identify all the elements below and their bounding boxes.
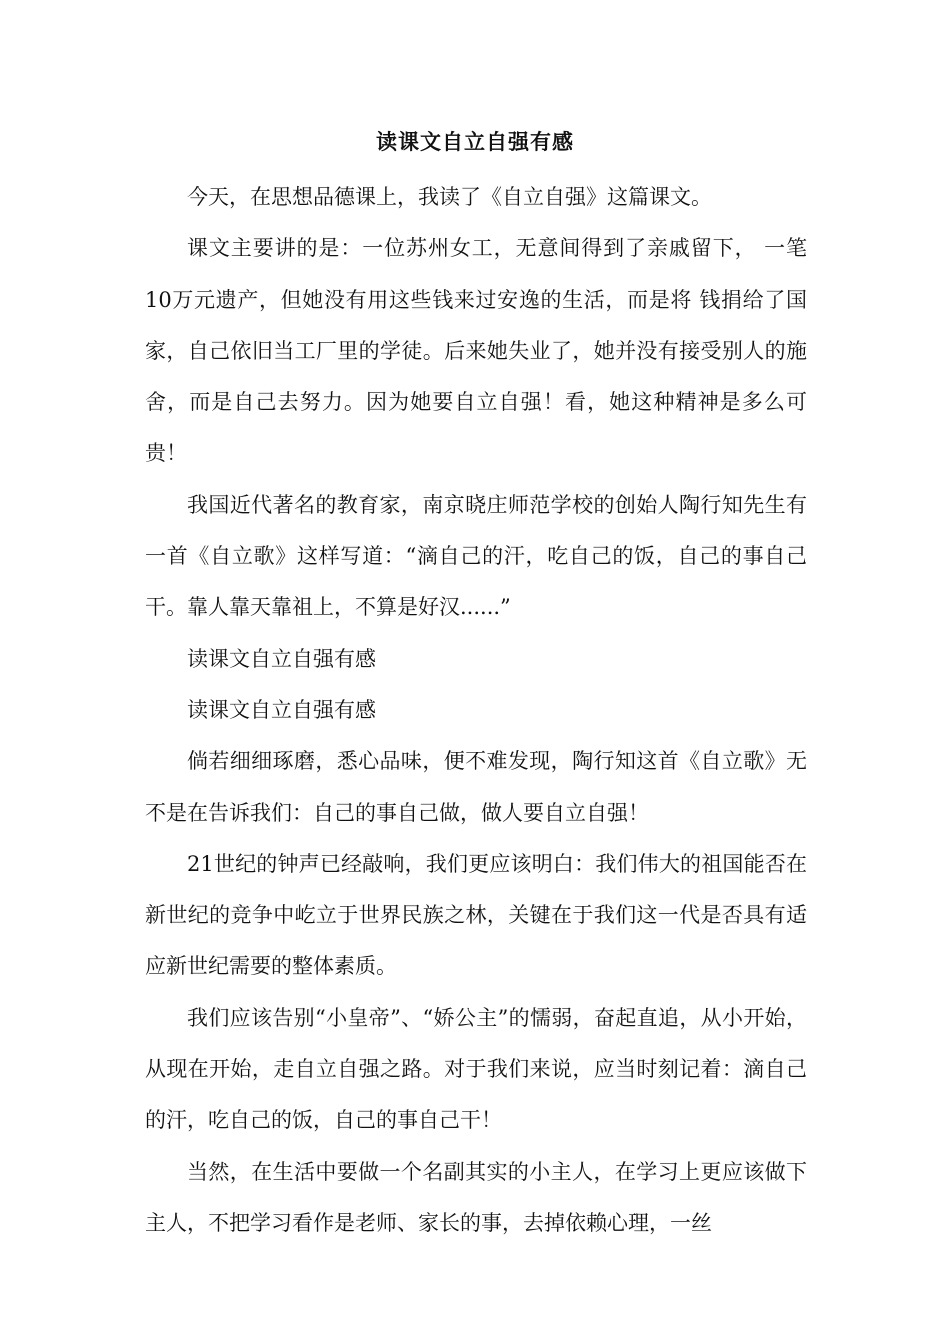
paragraph: 课文主要讲的是：一位苏州女工，无意间得到了亲戚留下， 一笔10万元遗产，但她没有用这些钱来过安逸的生活，而是将 钱捐给了国家，自己依旧当工厂里的学徒。后来她失业了，她并没有接受别人的施舍，而是自己去努力。因为她要自立自强！看，她这种精神是多么可贵！ [145, 236, 807, 466]
paragraph: 我们应该告别“小皇帝”、“娇公主”的懦弱，奋起直追，从小开始，从现在开始，走自立自强之路。对于我们来说，应当时刻记着：滴自己的汗，吃自己的饭，自己的事自己干！ [145, 1005, 807, 1133]
paragraph: 21世纪的钟声已经敲响，我们更应该明白：我们伟大的祖国能否在新世纪的竞争中屹立于世界民族之林，关键在于我们这一代是否具有适应新世纪需要的整体素质。 [145, 851, 807, 979]
paragraph: 倘若细细琢磨，悉心品味，便不难发现，陶行知这首《自立歌》无不是在告诉我们：自己的事自己做，做人要自立自强！ [145, 749, 807, 825]
document-title: 读课文自立自强有感 [376, 130, 574, 154]
paragraph: 我国近代著名的教育家，南京晓庄师范学校的创始人陶行知先生有一首《自立歌》这样写道：“滴自己的汗，吃自己的饭，自己的事自己干。靠人靠天靠祖上，不算是好汉......” [145, 492, 807, 620]
paragraph: 当然，在生活中要做一个名副其实的小主人，在学习上更应该做下主人，不把学习看作是老师、家长的事，去掉依赖心理，一丝 [145, 1159, 807, 1235]
document-body [145, 172, 807, 1249]
paragraph: 今天，在思想品德课上，我读了《自立自强》这篇课文。 [187, 185, 712, 209]
paragraph: 读课文自立自强有感 [187, 646, 376, 671]
paragraph: 读课文自立自强有感 [187, 697, 376, 722]
